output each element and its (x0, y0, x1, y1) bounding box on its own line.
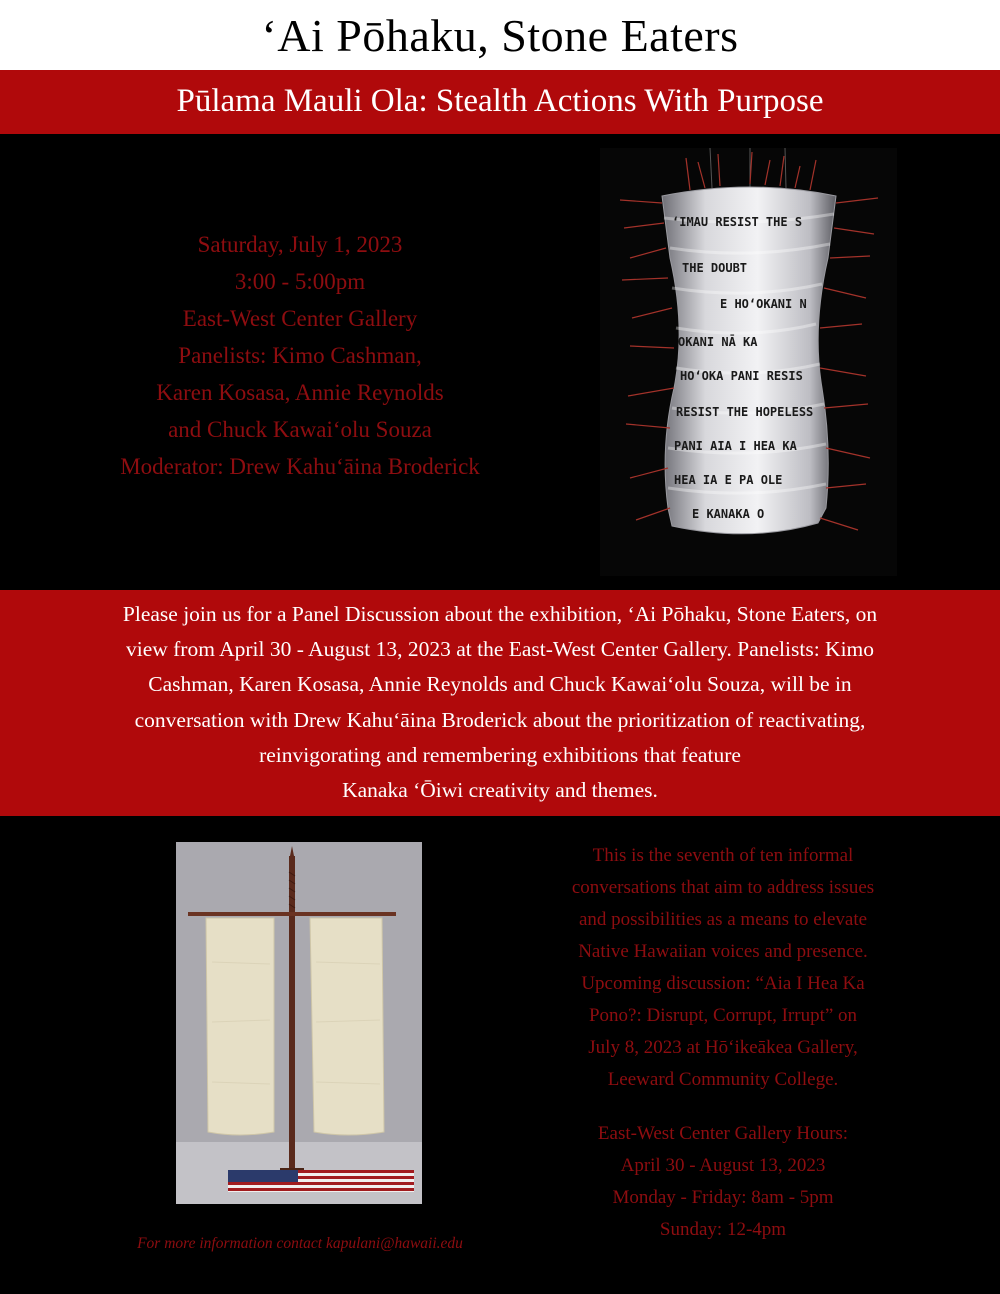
sculpture-text-2: E HOʻOKANI N (720, 297, 807, 311)
sculpture-image (600, 148, 897, 576)
series-line-4: Native Hawaiian voices and presence. (578, 941, 868, 962)
event-panelists-line-3: and Chuck Kawaiʻolu Souza (168, 417, 432, 442)
sculpture-text-5: RESIST THE HOPELESS (676, 405, 814, 419)
event-panelists-line-2: Karen Kosasa, Annie Reynolds (156, 380, 444, 405)
event-venue: East-West Center Gallery (182, 306, 418, 331)
sculpture-text-0: ʻIMAU RESIST THE S (672, 215, 803, 229)
description-line-6: Kanaka ʻŌiwi creativity and themes. (342, 778, 658, 803)
series-line-3: and possibilities as a means to elevate (578, 909, 868, 930)
flag-graphic (228, 1170, 414, 1192)
description-line-3: Cashman, Karen Kosasa, Annie Reynolds and Chuck Kawaiʻolu Souza, will be in (148, 672, 852, 697)
description-paragraph (0, 590, 1000, 816)
description-line-2: view from April 30 - August 13, 2023 at the East-West Center Gallery. Panelists: Kimo (125, 637, 875, 662)
artwork-photo-sculpture (600, 148, 897, 576)
event-date: Saturday, July 1, 2023 (197, 232, 403, 257)
event-time: 3:00 - 5:00pm (234, 269, 366, 294)
banners-image (176, 842, 422, 1204)
gallery-hours (500, 1118, 946, 1246)
sculpture-text-4: HOʻOKA PANI RESIS (680, 369, 803, 383)
series-line-6: Pono?: Disrupt, Corrupt, Irrupt” on (588, 1005, 858, 1026)
series-line-2: conversations that aim to address issues (571, 877, 875, 898)
hours-heading: East-West Center Gallery Hours: (597, 1123, 849, 1144)
event-moderator: Moderator: Drew Kahuʻāina Broderick (120, 454, 480, 479)
hours-sunday: Sunday: 12-4pm (659, 1219, 787, 1240)
sculpture-text-1: THE DOUBT (682, 261, 748, 275)
sculpture-text-7: HEA IA E PA OLE (674, 473, 783, 487)
event-details (70, 226, 530, 485)
description-line-5: reinvigorating and remembering exhibitions that feature (259, 742, 741, 767)
series-line-5: Upcoming discussion: “Aia I Hea Ka (581, 973, 865, 994)
sculpture-text-6: PANI AIA I HEA KA (674, 439, 797, 453)
series-line-1: This is the seventh of ten informal (592, 845, 854, 866)
series-paragraph (500, 840, 946, 1096)
page-subtitle: Pūlama Mauli Ola: Stealth Actions With Purpose (0, 70, 1000, 134)
hours-dates: April 30 - August 13, 2023 (620, 1155, 826, 1176)
event-panelists-line-1: Panelists: Kimo Cashman, (178, 343, 422, 368)
description-line-1: Please join us for a Panel Discussion about the exhibition, ʻAi Pōhaku, Stone Eaters, on (122, 602, 878, 626)
series-line-8: Leeward Community College. (607, 1069, 839, 1090)
hours-weekdays: Monday - Friday: 8am - 5pm (612, 1187, 834, 1208)
sculpture-text-3: OKANI NĀ KA (678, 335, 758, 349)
page-title: ʻAi Pōhaku, Stone Eaters (0, 0, 1000, 70)
description-line-4: conversation with Drew Kahuʻāina Broderick about the prioritization of reactivating, (134, 707, 866, 732)
contact-info[interactable]: For more information contact kapulani@hawaii.edu (137, 1235, 463, 1252)
artwork-photo-banners (176, 842, 422, 1204)
sculpture-text-8: E KANAKA O (692, 507, 765, 521)
series-line-7: July 8, 2023 at Hōʻikeākea Gallery, (588, 1037, 858, 1058)
